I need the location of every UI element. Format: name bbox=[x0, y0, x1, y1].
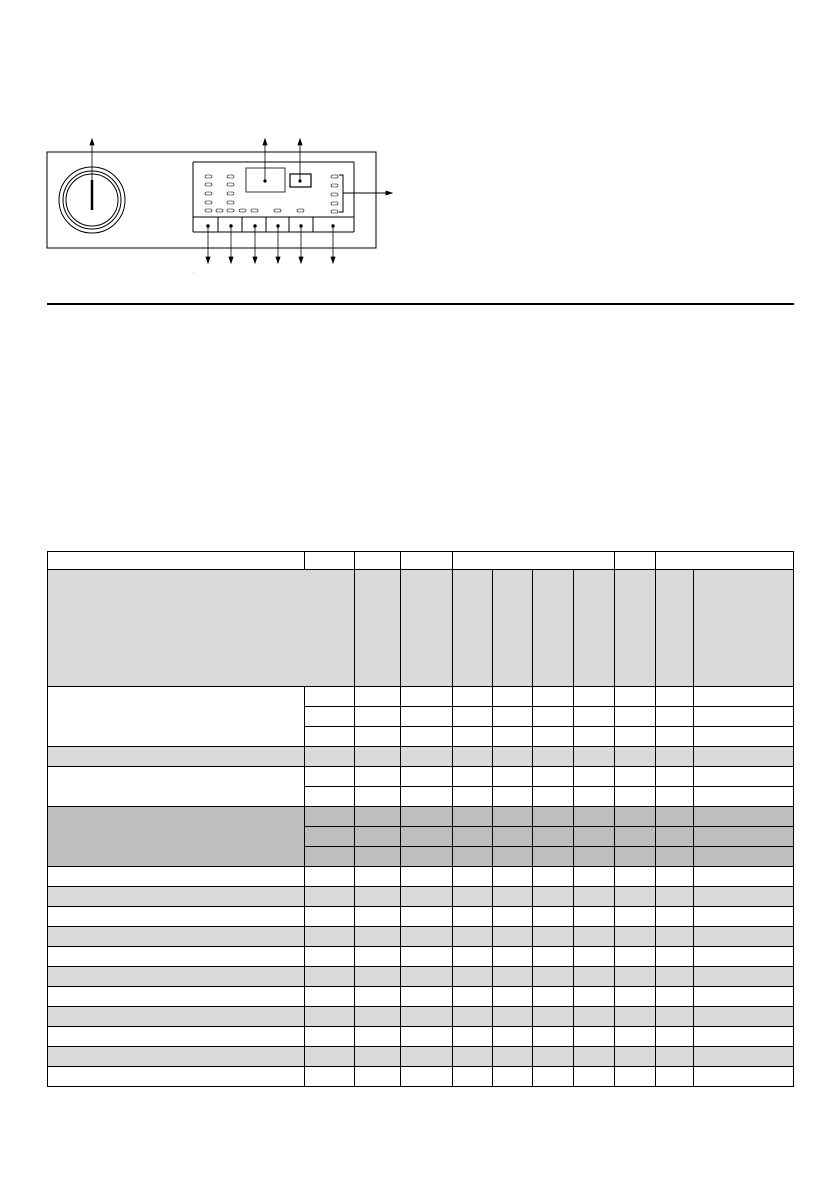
section-divider bbox=[47, 303, 794, 305]
table-row bbox=[48, 1027, 794, 1047]
table-row bbox=[48, 927, 794, 947]
table-row bbox=[48, 747, 794, 767]
table-row bbox=[48, 767, 794, 787]
table-row bbox=[48, 967, 794, 987]
table-row bbox=[48, 907, 794, 927]
control-panel-diagram bbox=[0, 0, 839, 300]
table-row bbox=[48, 887, 794, 907]
table-row bbox=[48, 1047, 794, 1067]
table-row bbox=[48, 867, 794, 887]
mark-dot: · bbox=[193, 270, 195, 275]
table-row bbox=[48, 687, 794, 707]
table-subheader-row bbox=[48, 570, 794, 687]
table-row bbox=[48, 807, 794, 827]
table-row bbox=[48, 1007, 794, 1027]
program-table bbox=[47, 551, 794, 1087]
table-row bbox=[48, 1067, 794, 1087]
table-row bbox=[48, 987, 794, 1007]
control-panel-outline bbox=[47, 152, 376, 248]
table-header-row bbox=[48, 552, 794, 570]
table-row bbox=[48, 947, 794, 967]
